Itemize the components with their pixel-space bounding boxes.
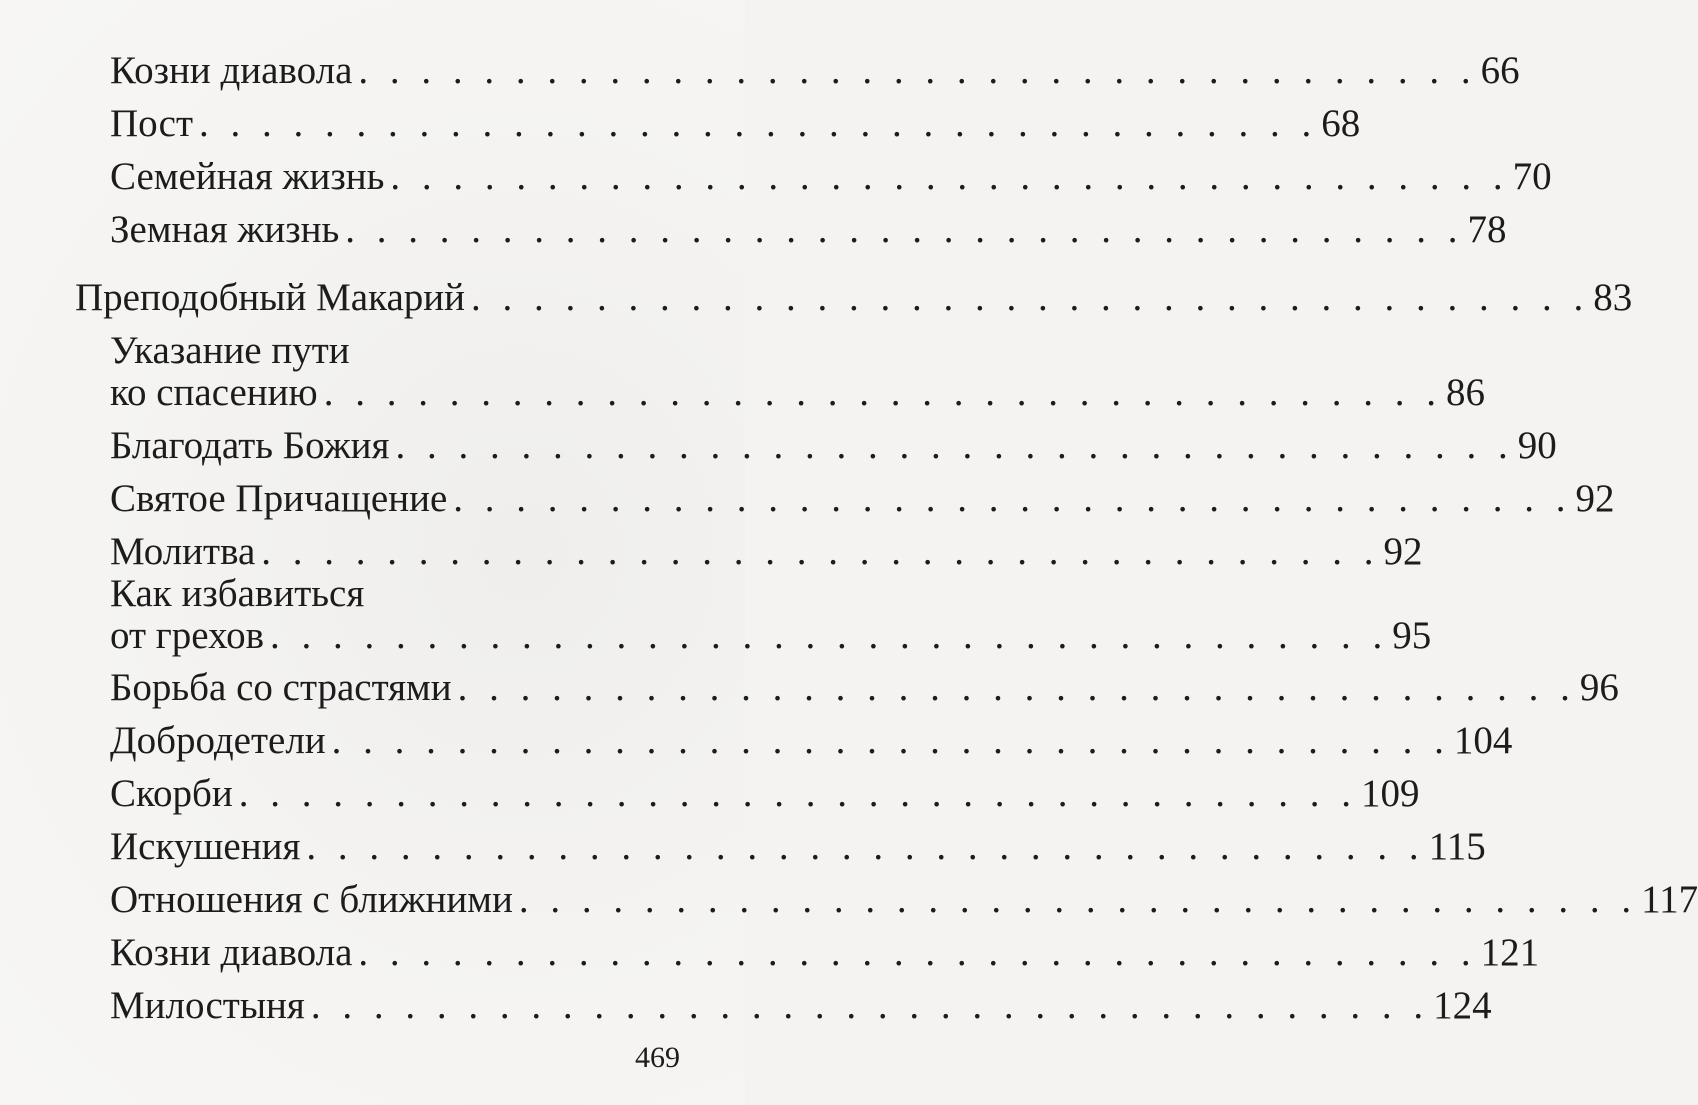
toc-entry-title-line2: от грехов <box>110 614 265 657</box>
toc-entry <box>110 154 1552 200</box>
dot-leader: . . . . . . . . . . . . . . . . . . . . . . . . . . . . . . . . . . . . <box>270 614 1389 657</box>
toc-entry-title: Скорби <box>110 772 233 815</box>
toc-section-page: 83 <box>1593 276 1633 319</box>
toc-entry-page: 90 <box>1517 424 1557 467</box>
toc-entry-title: Святое Причащение <box>110 477 448 520</box>
toc-entry <box>110 423 1557 469</box>
dot-leader: . . . . . . . . . . . . . . . . . . . . . . . . . . . . . . . . . . . . <box>471 276 1590 319</box>
toc-entry-title: Благодать Божия <box>110 424 390 467</box>
toc-entry-title: Семейная жизнь <box>110 155 385 198</box>
toc-section-title: Преподобный Макарий <box>75 276 465 319</box>
toc-entry-title-line1: Указание пути <box>110 329 350 372</box>
dot-leader: . . . . . . . . . . . . . . . . . . . . . . . . . . . . . . . . . . . . <box>358 49 1477 92</box>
toc-entry-title: Пост <box>110 102 193 145</box>
toc-entry <box>110 824 1486 870</box>
toc-entry <box>110 613 1432 659</box>
toc-entry-page: 109 <box>1360 772 1420 815</box>
toc-entry-title: Козни диавола <box>110 49 353 92</box>
toc-entry <box>110 48 1520 94</box>
toc-entry-title: Искушения <box>110 825 301 868</box>
toc-entry-title: Добродетели <box>110 719 326 762</box>
dot-leader: . . . . . . . . . . . . . . . . . . . . . . . . . . . . . . . . . . . . <box>306 825 1425 868</box>
dot-leader: . . . . . . . . . . . . . . . . . . . . . . . . . . . . . . . . . . . . <box>323 371 1442 414</box>
dot-leader: . . . . . . . . . . . . . . . . . . . . . . . . . . . . . . . . . . . . <box>238 772 1357 815</box>
toc-entry-page: 117 <box>1641 878 1698 921</box>
toc-entry-page: 104 <box>1453 719 1513 762</box>
toc-entry-title: Земная жизнь <box>110 208 340 251</box>
dot-leader: . . . . . . . . . . . . . . . . . . . . . . . . . . . . . . . . . . . . <box>310 984 1430 1027</box>
toc-entry-page: 95 <box>1392 614 1432 657</box>
toc-entry-page: 92 <box>1575 477 1615 520</box>
toc-entry-page: 86 <box>1445 371 1485 414</box>
toc-entry <box>110 101 1361 147</box>
toc-entry-page: 92 <box>1383 530 1423 573</box>
toc-entry <box>110 476 1615 522</box>
toc-entry-title-line2: ко спасению <box>110 371 318 414</box>
toc-entry-page: 68 <box>1321 102 1361 145</box>
toc-entry <box>110 718 1513 764</box>
dot-leader: . . . . . . . . . . . . . . . . . . . . . . . . . . . . . . . . . . . . <box>261 530 1380 573</box>
dot-leader: . . . . . . . . . . . . . . . . . . . . . . . . . . . . . . . . . . . . <box>457 666 1576 709</box>
toc-entry <box>110 930 1540 976</box>
toc-entry-title: Молитва <box>110 530 256 573</box>
toc-entry-title: Борьба со страстями <box>110 666 452 709</box>
dot-leader: . . . . . . . . . . . . . . . . . . . . . . . . . . . . . . . . . . . . <box>199 102 1318 145</box>
toc-entry-title: Козни диавола <box>110 931 353 974</box>
toc-entry-title: Милостыня <box>110 984 305 1027</box>
toc-entry-page: 70 <box>1512 155 1552 198</box>
toc-entry-title-line1: Как избавиться <box>110 572 365 615</box>
dot-leader: . . . . . . . . . . . . . . . . . . . . . . . . . . . . . . . . . . . . <box>358 931 1477 974</box>
dot-leader: . . . . . . . . . . . . . . . . . . . . . . . . . . . . . . . . . . . . <box>345 208 1464 251</box>
toc-entry <box>110 983 1492 1029</box>
dot-leader: . . . . . . . . . . . . . . . . . . . . . . . . . . . . . . . . . . . . <box>518 878 1638 921</box>
toc-entry <box>110 207 1507 253</box>
toc-entry <box>110 771 1420 817</box>
toc-entry-page: 115 <box>1428 825 1486 868</box>
dot-leader: . . . . . . . . . . . . . . . . . . . . . . . . . . . . . . . . . . . . <box>390 155 1509 198</box>
dot-leader: . . . . . . . . . . . . . . . . . . . . . . . . . . . . . . . . . . . . <box>395 424 1514 467</box>
dot-leader: . . . . . . . . . . . . . . . . . . . . . . . . . . . . . . . . . . . . <box>331 719 1450 762</box>
toc-entry <box>110 370 1485 416</box>
toc-entry-title: Отношения с ближними <box>110 878 513 921</box>
toc-entry <box>110 529 1423 575</box>
dot-leader: . . . . . . . . . . . . . . . . . . . . . . . . . . . . . . . . . . . . <box>453 477 1572 520</box>
toc-section-entry <box>75 275 1633 321</box>
toc-entry-page: 96 <box>1579 666 1619 709</box>
toc-entry-page: 66 <box>1480 49 1520 92</box>
page-number: 469 <box>635 1041 680 1074</box>
toc-entry-page: 121 <box>1480 931 1540 974</box>
toc-entry-page: 124 <box>1433 984 1492 1027</box>
toc-entry <box>110 877 1698 923</box>
toc-entry-page: 78 <box>1467 208 1507 251</box>
toc-entry <box>110 665 1619 711</box>
